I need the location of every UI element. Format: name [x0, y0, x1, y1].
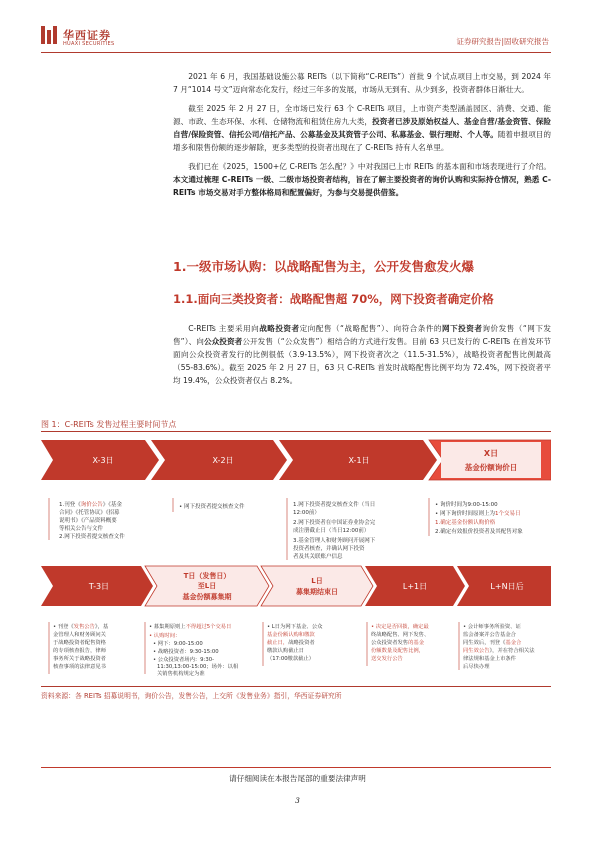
footer-divider	[41, 767, 551, 768]
section-heading-1-1-text: 1.1.面向三类投资者：战略配售超 70%，网下投资者确定价格	[173, 292, 494, 306]
step-label-l: L日	[311, 577, 323, 585]
intro-text	[173, 70, 551, 205]
para3-bold-b: 本文通过梳理 C-REITs 一级、二级市场投资者结构，旨在了解主要投资者的询价认购和实际持仓情况，	[173, 175, 525, 184]
bottom-note-2: • 募集期原则上不得超过5个交易日 • 认购时间： • 网下：9:00-15:00 • 战略投资者：9:30-15:00 • 公众投资者场内：9:30- 11:30,13:00-15:00；场外：以相 关销售机构规定为准	[149, 624, 239, 677]
step-label-l1: L+1日	[402, 582, 428, 591]
bottom-note-5: • 会计师事务所验资、证 监会备案并公告基金合 同生效后，刊登《基金合 同生效公告》，并在符合相关法 律法规和基金上市条件 后尽快办理	[463, 624, 535, 670]
step-label-t-to-l: 至L日	[197, 582, 217, 590]
bottom-note-1: • 刊登《发售公告》，基 金管理人和财务顾问关 于战略投资者配售资格 的专项核查报告，律师 事务所关于战略投资者 核查事项的法律意见书	[53, 624, 109, 670]
step-label-x: X日	[483, 449, 499, 458]
step-label-x3: X-3日	[92, 456, 114, 465]
top-note-3: 1.网下投资者提交核查文件（当日 12:00前） 2.网下投资者在中国证券业协会完 成注册截止日（当日12:00前） 3.基金管理人和财务顾问开展网下 投资者核查，并确认网下投资 者及其关联账户信息	[293, 502, 376, 560]
step-label-x-sub: 基金份额询价日	[464, 463, 518, 472]
figure-title-divider	[41, 431, 551, 432]
paragraph-4	[173, 322, 551, 387]
step-label-x2: X-2日	[212, 456, 234, 465]
paragraph-1: 2021 年 6 月，我国基础设施公募 REITs（以下简称“C-REITs”）首批 9 个试点项目上市交易，到 2024 年 7 月“1014 号文”迈向常态化发行，经过三年多的发展，市场从无到有、从少到多，投资者群体日渐壮大。	[173, 72, 551, 94]
section-heading-1-1	[173, 291, 551, 311]
para4-public: 公众投资者	[203, 337, 243, 346]
para3-text-a: 我们已在《2025，1500+亿 C-REITs 怎么配？》中对我国已上市 REITs 的基本面和市场表现进行了介绍。	[188, 162, 551, 171]
step-label-x1: X-1日	[348, 456, 370, 465]
section-heading-1: 1.一级市场认购：以战略配售为主，公开发售愈发火爆	[173, 259, 474, 274]
para2-bold: 投资者已涉及原始权益人、基金自营/基金资管、保险自营/保险资管、信托公司/信托产品、公募基金及其资管子公司、私募基金、银行理财、个人等。	[173, 117, 551, 139]
step-label-ln: L+N日后	[490, 582, 524, 591]
figure-title: 图 1：C-REITs 发售过程主要时间节点	[41, 420, 177, 429]
para4-a: C-REITs 主要采用向	[188, 324, 260, 333]
step-label-t3: T-3日	[88, 582, 110, 591]
step-label-t-sub: 基金份额募集期	[182, 593, 232, 601]
para4-e: 询价发售（“网下发售”）、向	[173, 324, 552, 346]
top-note-2: • 网下投资者提交核查文件	[179, 504, 245, 510]
step-label-l-sub: 募集期结束日	[296, 588, 338, 596]
para2-text-c: 随着申报项目的增多和限售份额的逐步解除，更多类型的投资者出现在了 C-REITs 持有人名单里。	[173, 130, 551, 152]
para4-c: 定向配售（“战略配售”）、向符合条件的	[299, 324, 443, 333]
huaxi-logo-icon	[41, 26, 57, 44]
legal-notice: 请仔细阅读在本报告尾部的重要法律声明	[229, 774, 366, 783]
page-number: 3	[295, 796, 300, 805]
logo-text-cn: 华西证券	[63, 29, 111, 42]
top-step-4-box	[441, 442, 541, 478]
page-header	[0, 0, 595, 56]
timeline-figure	[41, 436, 551, 680]
top-note-4: • 询价时间为9:00-15:00 • 网下询价时间原则上为1个交易日 1.确定基金份额认购价格 2.确定有效报价投资者及其配售对象	[435, 502, 523, 535]
top-note-1: 1.刊登《询价公告》《基金 合同》《托管协议》《招募 说明书》《产品资料概要 等相关公告与文件 2.网下投资者提交核查文件	[59, 502, 125, 540]
paragraph-3	[173, 160, 551, 199]
para4-g: 公开发售（“公众发售”）相结合的方式进行发售。目前 63 只已发行的 C-REITs 在首发环节面向公众投资者发行的比例很低（3.9-13.5%），网下投资者次之（11.5-31.5%），战略投资者配售比例最高（55-83.6%）。截至 2025 年 2 月 27 日，63 只 C-REITs 首发时战略配售比例平均为 72.4%，网下投资者平均 19.4%，公众投资者仅占 8.2%。	[173, 337, 551, 385]
para2-text-a: 截至 2025 年 2 月 27 日，全市场已发行 63 个 C-REITs 项目，上市资产类型涵盖园区、消费、交通、能源、市政、生态环保、水利、仓储物流和租赁住房九大类，	[173, 104, 551, 126]
report-type: 证券研究报告|固收研究报告	[456, 37, 549, 46]
source-divider	[41, 686, 551, 687]
bottom-note-3: • L日为网下基金、公众 基金份额认购和缴款 截止日，战略投资者 缴款认购截止日 （17:00缴款截止）	[267, 624, 323, 662]
para3-bold-c: 熟悉 C-REITs 市场交易对手方整体格局和配置偏好，为参与交易提供借鉴。	[173, 175, 552, 197]
header-divider	[41, 52, 551, 53]
bottom-note-4: • 决定是否回拨，确定最 终战略配售、网下发售、 公众投资者发售的基金 份额数量及配售比例， 送交发行公告	[371, 624, 430, 662]
para4-offline: 网下投资者	[442, 324, 483, 333]
bottom-step-3	[261, 566, 373, 606]
step-label-t: T日（发售日）	[183, 572, 231, 580]
paragraph-2	[173, 102, 551, 154]
para4-strategic: 战略投资者	[259, 324, 300, 333]
logo-text-en: HUAXI SECURITIES	[63, 41, 115, 47]
section-text	[173, 322, 551, 393]
figure-source: 资料来源：各 REITs 招募说明书，询价公告，发售公告，上交所《发售业务》指引，华西证券研究所	[41, 692, 342, 700]
